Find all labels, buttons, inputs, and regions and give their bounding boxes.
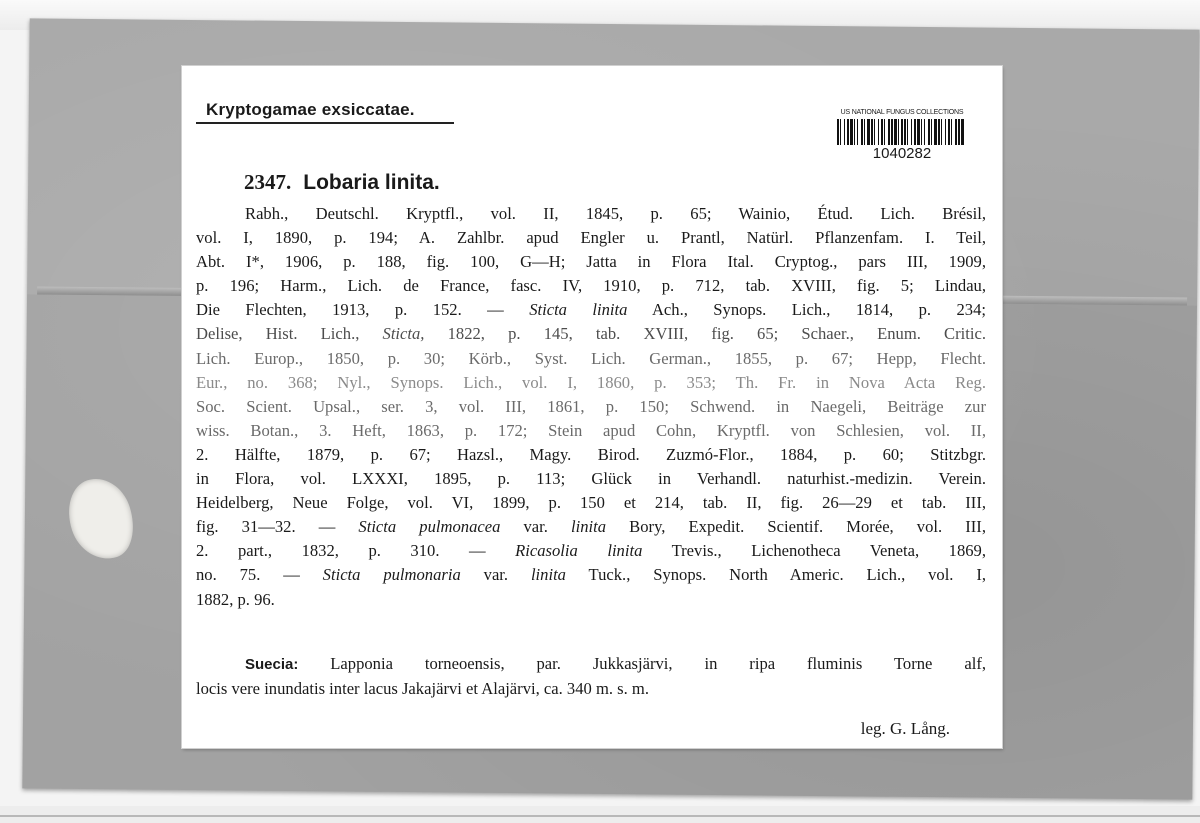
taxon-name: Sticta, bbox=[382, 324, 425, 344]
locality-line-1 bbox=[196, 652, 986, 677]
barcode-bar bbox=[948, 119, 950, 145]
citation-text: wiss. Botan., 3. Heft, 1863, p. 172; Stein apud Cohn, Kryptfl. von Schlesien, vol. II, bbox=[196, 420, 986, 440]
locality-text-1: Lapponia torneoensis, par. Jukkasjärvi, in ripa fluminis Torne alf, bbox=[298, 654, 986, 673]
barcode-bar bbox=[928, 119, 930, 145]
locality-line-2: locis vere inundatis inter lacus Jakajärvi et Alajärvi, ca. 340 m. s. m. bbox=[196, 679, 649, 699]
citation-block bbox=[196, 202, 986, 612]
species-heading bbox=[244, 170, 440, 195]
barcode-bar bbox=[958, 119, 960, 145]
barcode-bar bbox=[961, 119, 964, 145]
citation-text: p. 196; Harm., Lich. de France, fasc. IV, 1910, p. 712, tab. XVIII, fig. 5; Lindau, bbox=[196, 276, 986, 296]
barcode-bar bbox=[924, 119, 925, 145]
exsiccata-label bbox=[182, 66, 1002, 748]
citation-line bbox=[196, 202, 986, 226]
barcode-bar bbox=[901, 119, 903, 145]
barcode-bar bbox=[854, 119, 855, 145]
barcode-bar bbox=[888, 119, 890, 145]
barcode-bar bbox=[934, 119, 937, 145]
citation-line bbox=[196, 491, 986, 515]
citation-line bbox=[196, 563, 986, 587]
barcode-bar bbox=[847, 119, 849, 145]
taxon-name: linita bbox=[571, 517, 607, 537]
citation-text: Tuck., Synops. North Americ. Lich., vol. I, bbox=[565, 565, 986, 585]
barcode-bar bbox=[931, 119, 932, 145]
citation-line bbox=[196, 250, 986, 274]
citation-text: 2. part., 1832, p. 310. — bbox=[196, 541, 516, 561]
locality-country: Suecia: bbox=[245, 656, 299, 673]
citation-text: vol. I, 1890, p. 194; A. Zahlbr. apud Engler u. Prantl, Natürl. Pflanzenfam. I. Teil, bbox=[196, 228, 986, 248]
barcode-caption: US NATIONAL FUNGUS COLLECTIONS bbox=[840, 109, 964, 116]
citation-text: Eur., no. 368; Nyl., Synops. Lich., vol. I, 1860, p. 353; Th. Fr. in Nova Acta Reg. bbox=[196, 372, 986, 392]
citation-text: Die Flechten, 1913, p. 152. — bbox=[196, 300, 530, 320]
barcode-bar bbox=[871, 119, 873, 145]
exsiccata-number: 2347. bbox=[244, 170, 292, 194]
barcode-bar bbox=[874, 119, 875, 145]
citation-text: var. bbox=[500, 517, 572, 537]
barcode-bar bbox=[878, 119, 879, 145]
citation-line bbox=[196, 298, 986, 322]
taxon-name: Sticta pulmonaria bbox=[322, 565, 461, 585]
citation-text: fig. 31—32. — bbox=[196, 517, 359, 537]
citation-text: Soc. Scient. Upsal., ser. 3, vol. III, 1861, p. 150; Schwend. in Naegeli, Beiträge zur bbox=[196, 396, 986, 416]
barcode-sticker bbox=[827, 108, 977, 178]
barcode-bar bbox=[840, 119, 841, 145]
citation-text: Heidelberg, Neue Folge, vol. VI, 1899, p. 150 et 214, tab. II, fig. 26—29 et tab. III, bbox=[196, 493, 986, 513]
taxon-name: Ricasolia linita bbox=[515, 541, 643, 561]
citation-line bbox=[196, 347, 986, 371]
barcode-bar bbox=[837, 119, 839, 145]
barcode-bars bbox=[837, 119, 967, 145]
barcode-bar bbox=[955, 119, 957, 145]
barcode-bar bbox=[894, 119, 897, 145]
citation-line bbox=[196, 539, 986, 563]
next-sheet-edge bbox=[0, 806, 1200, 823]
citation-text: Bory, Expedit. Scientif. Morée, vol. III, bbox=[606, 517, 986, 537]
barcode-bar bbox=[938, 119, 940, 145]
citation-line bbox=[196, 419, 986, 443]
citation-line bbox=[196, 395, 986, 419]
barcode-bar bbox=[864, 119, 865, 145]
barcode-bar bbox=[904, 119, 906, 145]
barcode-bar bbox=[945, 119, 946, 145]
barcode-bar bbox=[884, 119, 885, 145]
barcode-bar bbox=[861, 119, 863, 145]
citation-text: Abt. I*, 1906, p. 188, fig. 100, G—H; Jatta in Flora Ital. Cryptog., pars III, 1909, bbox=[196, 252, 986, 272]
taxon-name: linita bbox=[530, 565, 566, 585]
citation-line bbox=[196, 443, 986, 467]
citation-line bbox=[196, 467, 986, 491]
citation-line bbox=[196, 322, 986, 346]
barcode-bar bbox=[891, 119, 893, 145]
barcode-bar bbox=[911, 119, 912, 145]
barcode-bar bbox=[921, 119, 922, 145]
series-title-underline bbox=[196, 122, 454, 124]
series-title: Kryptogamae exsiccatae. bbox=[206, 100, 415, 119]
taxon-name: Sticta pulmonacea bbox=[358, 517, 501, 537]
taxon-name: Sticta linita bbox=[529, 300, 628, 320]
citation-text: var. bbox=[460, 565, 531, 585]
citation-text: Ach., Synops. Lich., 1814, p. 234; bbox=[627, 300, 986, 320]
citation-text: Lich. Europ., 1850, p. 30; Körb., Syst. Lich. German., 1855, p. 67; Hepp, Flecht. bbox=[196, 348, 986, 368]
barcode-bar bbox=[881, 119, 883, 145]
citation-text: Rabh., Deutschl. Kryptfl., vol. II, 1845, p. 65; Wainio, Étud. Lich. Brésil, bbox=[245, 204, 986, 223]
barcode-bar bbox=[907, 119, 908, 145]
barcode-bar bbox=[850, 119, 853, 145]
barcode-bar bbox=[844, 119, 845, 145]
barcode-bar bbox=[857, 119, 858, 145]
citation-line bbox=[196, 371, 986, 395]
citation-text: 2. Hälfte, 1879, p. 67; Hazsl., Magy. Birod. Zuzmó-Flor., 1884, p. 60; Stitzbgr. bbox=[196, 444, 986, 464]
locality-block bbox=[196, 652, 986, 701]
citation-text: 1822, p. 145, tab. XVIII, fig. 65; Schaer., Enum. Critic. bbox=[424, 324, 986, 344]
citation-text: in Flora, vol. LXXXI, 1895, p. 113; Glück in Verhandl. naturhist.-medizin. Verein. bbox=[196, 469, 986, 489]
citation-text: no. 75. — bbox=[196, 565, 323, 585]
collector: leg. G. Lång. bbox=[860, 719, 950, 738]
citation-text: Trevis., Lichenotheca Veneta, 1869, bbox=[642, 541, 986, 561]
citation-line bbox=[196, 226, 986, 250]
barcode-bar bbox=[941, 119, 942, 145]
citation-line bbox=[196, 515, 986, 539]
citation-line bbox=[196, 274, 986, 298]
citation-text: 1882, p. 96. bbox=[196, 589, 275, 609]
species-name: Lobaria linita. bbox=[303, 171, 440, 194]
barcode-bar bbox=[914, 119, 916, 145]
citation-line bbox=[196, 588, 986, 612]
barcode-bar bbox=[951, 119, 952, 145]
citation-text: Delise, Hist. Lich., bbox=[196, 324, 383, 344]
barcode-bar bbox=[898, 119, 899, 145]
barcode-number: 1040282 bbox=[872, 145, 932, 162]
barcode-bar bbox=[867, 119, 870, 145]
barcode-bar bbox=[917, 119, 920, 145]
